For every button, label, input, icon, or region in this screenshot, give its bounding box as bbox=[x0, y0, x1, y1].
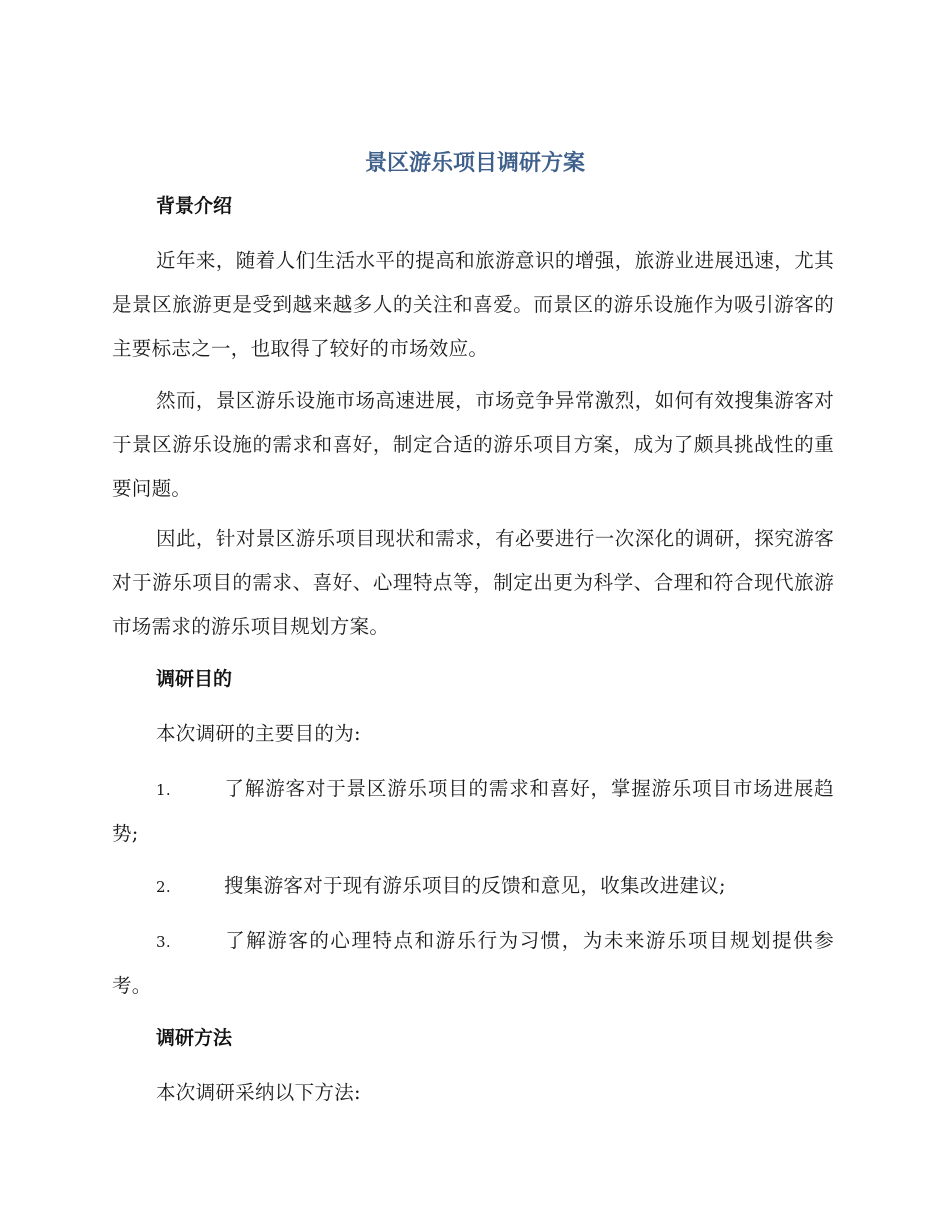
list-item-text: 了解游客的心理特点和游乐行为习惯，为未来游乐项目规划提供参考。 bbox=[112, 929, 834, 997]
list-number: 3. bbox=[156, 933, 171, 951]
background-paragraph-3: 因此，针对景区游乐项目现状和需求，有必要进行一次深化的调研，探究游客对于游乐项目的需求、喜好、心理特点等，制定出更为科学、合理和符合现代旅游市场需求的游乐项目规划方案。 bbox=[112, 527, 834, 638]
list-number: 2. bbox=[156, 878, 171, 896]
purpose-list-item-3 bbox=[112, 919, 834, 1008]
purpose-list-item-2 bbox=[112, 864, 834, 909]
section-heading-background: 背景介绍 bbox=[156, 195, 233, 217]
method-intro: 本次调研采纳以下方法: bbox=[156, 1081, 361, 1104]
section-heading-purpose: 调研目的 bbox=[156, 668, 233, 690]
section-heading-method: 调研方法 bbox=[156, 1027, 233, 1049]
background-paragraph-1: 近年来，随着人们生活水平的提高和旅游意识的增强，旅游业进展迅速，尤其是景区旅游更是受到越来越多人的关注和喜爱。而景区的游乐设施作为吸引游客的主要标志之一，也取得了较好的市场效应。 bbox=[112, 249, 834, 360]
background-paragraph-2: 然而，景区游乐设施市场高速进展，市场竞争异常激烈，如何有效搜集游客对于景区游乐设施的需求和喜好，制定合适的游乐项目方案，成为了颇具挑战性的重要问题。 bbox=[112, 389, 834, 500]
list-item-text: 搜集游客对于现有游乐项目的反馈和意见，收集改进建议; bbox=[224, 874, 726, 897]
list-number: 1. bbox=[156, 781, 171, 799]
list-item-text: 了解游客对于景区游乐项目的需求和喜好，掌握游乐项目市场进展趋势; bbox=[112, 777, 834, 845]
document-title: 景区游乐项目调研方案 bbox=[364, 151, 585, 176]
purpose-list-item-1 bbox=[112, 767, 834, 856]
purpose-intro: 本次调研的主要目的为: bbox=[156, 722, 361, 745]
